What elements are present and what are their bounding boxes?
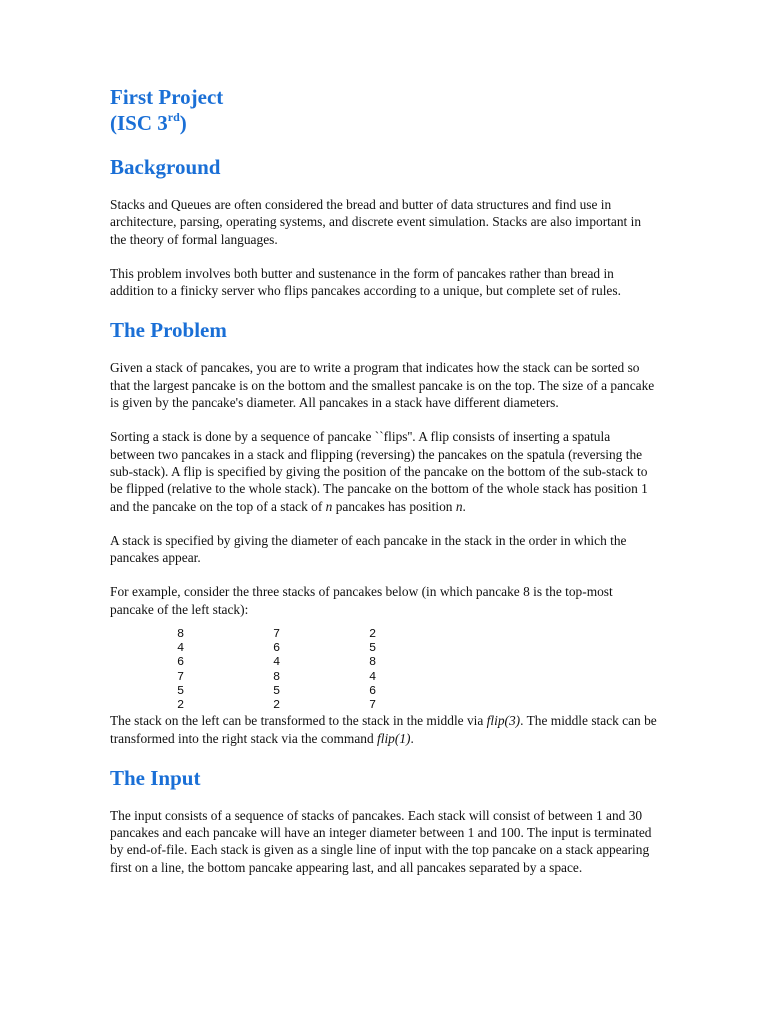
stack-cell: 8 [369,655,377,670]
stack-row [177,641,658,655]
problem-paragraph-5-part-c: . [410,730,414,746]
problem-paragraph-5 [110,712,658,747]
stack-cell: 7 [369,698,377,713]
document-title [110,84,658,136]
stack-cell: 2 [273,698,281,713]
stack-cell: 4 [273,655,281,670]
stack-cell: 8 [177,627,185,642]
stack-cell: 5 [369,641,377,656]
stack-cell: 2 [177,698,185,713]
problem-paragraph-2-main: Sorting a stack is done by a sequence of pancake ``flips''. A flip consists of inserting a spatula between two pancakes in a stack and flipping (reversing) the pancakes on the spatula (reversing the sub-stack). A flip is specified by giving the position of the pancake on the bottom of the sub-stack to be flipped (relative to the whole stack). The pancake on the bottom of the whole stack has position 1 and the pancake on the top of a stack of [110,429,648,514]
input-heading: The Input [110,765,201,790]
stack-row [177,684,658,698]
stack-cell: 6 [177,655,185,670]
problem-paragraph-2-end: . [462,498,466,514]
flip-1-reference: flip(1) [377,730,411,746]
stack-cell: 6 [369,683,377,698]
stack-row [177,627,658,641]
problem-paragraph-1: Given a stack of pancakes, you are to write a program that indicates how the stack can be sorted so that the largest pancake is on the bottom and the smallest pancake is on the top. The size of a pancake is given by the pancake's diameter. All pancakes in a stack have different diameters. [110,360,655,411]
problem-paragraph-2 [110,428,658,514]
stack-cell: 6 [273,641,281,656]
problem-paragraph-5-part-b: . The middle stack can be transformed into the right stack via the command [110,713,657,746]
variable-n: n [455,498,463,514]
problem-paragraph-4: For example, consider the three stacks of pancakes below (in which pancake 8 is the top-most pancake of the left stack): [110,584,613,617]
pancake-stacks-example [110,627,658,712]
stack-cell: 7 [177,669,185,684]
problem-paragraph-5-part-a: The stack on the left can be transformed to the stack in the middle via [110,713,487,729]
title-line-2-superscript: rd [167,110,180,124]
input-paragraph-1: The input consists of a sequence of stacks of pancakes. Each stack will consist of between 1 and 30 pancakes and each pancake will have an integer diameter between 1 and 100. The input is terminated by end-of-file. Each stack is given as a single line of input with the top pancake on a stack appearing first on a line, the bottom pancake appearing last, and all pancakes separated by a space. [110,807,652,875]
stack-cell: 4 [369,669,377,684]
stack-cell: 8 [273,669,281,684]
background-paragraph-2: This problem involves both butter and sustenance in the form of pancakes rather than bread in addition to a finicky server who flips pancakes according to a unique, but complete set of rules. [110,265,621,299]
document-page [110,84,658,876]
title-line-2-prefix: (ISC 3 [110,111,168,135]
stack-row [177,655,658,669]
stack-cell: 5 [177,683,185,698]
problem-paragraph-3: A stack is specified by giving the diameter of each pancake in the stack in the order in which the pancakes appear. [110,532,627,566]
title-line-2 [110,110,658,136]
stack-cell: 5 [273,683,281,698]
stack-cell: 2 [369,627,377,642]
stack-row [177,670,658,684]
title-line-2-suffix: ) [179,111,187,135]
problem-paragraph-2-mid: pancakes has position [332,498,456,514]
problem-heading: The Problem [110,318,227,343]
variable-n: n [325,498,333,514]
flip-3-reference: flip(3) [486,713,521,729]
background-heading: Background [110,155,221,179]
title-line-1: First Project [110,85,224,109]
stack-cell: 4 [177,641,185,656]
stack-cell: 7 [273,627,281,642]
stack-row [177,698,658,712]
background-paragraph-1: Stacks and Queues are often considered the bread and butter of data structures and find use in architecture, parsing, operating systems, and discrete event simulation. Stacks are also important in the theory of formal languages. [110,197,642,247]
